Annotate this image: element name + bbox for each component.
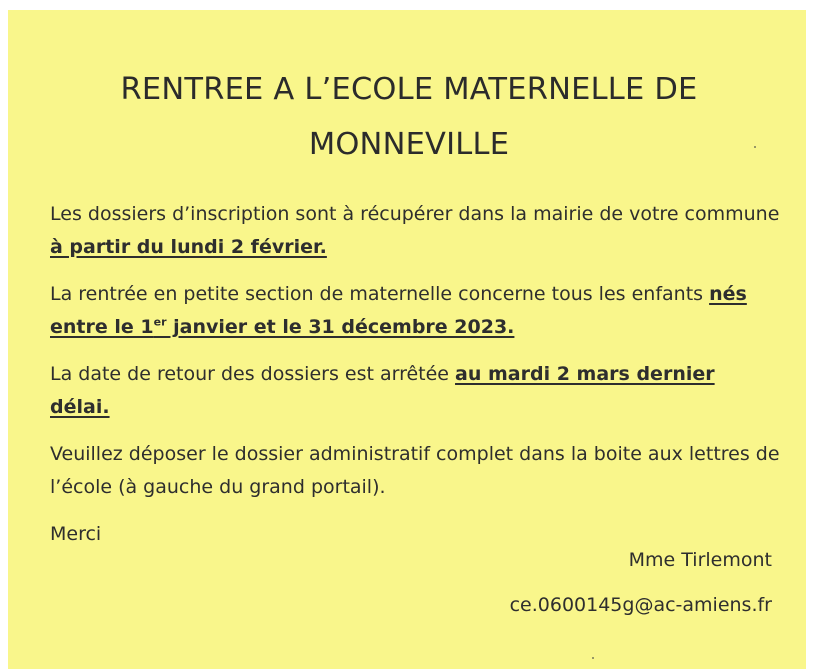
eligibility-dates-end: janvier et le 31 décembre 2023.	[166, 316, 515, 338]
eligibility-text: La rentrée en petite section de maternelle concerne tous les enfants	[50, 283, 710, 305]
eligibility-dates-start: nés entre le 1	[50, 283, 747, 338]
deadline-text: La date de retour des dossiers est arrêtée	[50, 363, 456, 385]
ordinal-superscript: er	[153, 315, 167, 329]
paper-speck	[592, 657, 594, 659]
paragraph-registration	[50, 198, 780, 264]
paragraph-deadline	[50, 358, 780, 424]
signature-email: ce.0600145g@ac-amiens.fr	[509, 594, 772, 616]
notice-body	[50, 198, 780, 551]
paragraph-eligibility	[50, 278, 780, 344]
paragraph-instructions	[50, 438, 780, 504]
signature-name: Mme Tirlemont	[628, 549, 772, 571]
title-line-1: RENTREE A L’ECOLE MATERNELLE DE	[120, 72, 698, 107]
thanks-line: Merci	[50, 523, 102, 545]
registration-date: à partir du lundi 2 février.	[50, 236, 327, 258]
paper-speck	[754, 146, 756, 148]
notice-title	[0, 62, 818, 172]
deadline-date: au mardi 2 mars dernier délai.	[50, 363, 715, 418]
title-line-2: MONNEVILLE	[308, 127, 510, 162]
instructions-text: Veuillez déposer le dossier administratif complet dans la boite aux lettres de l’école (à gauche du grand portail).	[50, 443, 780, 498]
registration-text: Les dossiers d’inscription sont à récupérer dans la mairie de votre commune	[50, 203, 780, 225]
